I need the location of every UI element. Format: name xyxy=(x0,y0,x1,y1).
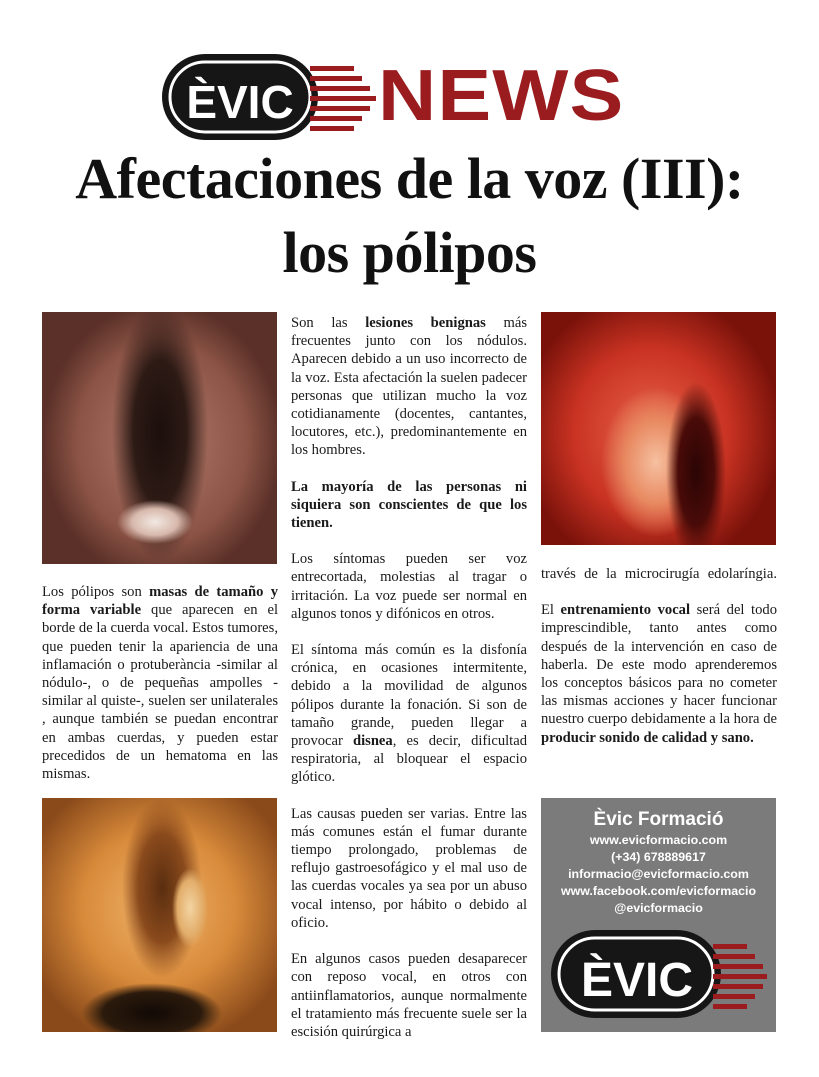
paragraph: Los pólipos son masas de tamaño y forma variable que aparecen en el borde de la cuerda vocal. Estos tumores, que pueden tenir la apariencia de una inflamación o protuberància -similar al nódulo-, o de pequeñas ampolles -similar al quiste-, suelen ser unilaterales , aunque también se puedan encontrar en ambas cuerdas, y pueden estar precedidos de un hematoma en las mismas. xyxy=(42,584,279,783)
paragraph: Los síntomas pueden ser voz entrecortada, molestias al tragar o irritación. La voz puede ser normal en algunos tonos y difónicos en otros. xyxy=(291,551,527,622)
larynx-photo-1 xyxy=(42,312,277,564)
middle-column xyxy=(291,314,527,1059)
contact-website[interactable]: www.evicformacio.com xyxy=(589,833,728,847)
larynx-photo-3 xyxy=(541,312,776,545)
page-title xyxy=(0,142,819,290)
contact-facebook[interactable]: www.facebook.com/evicformacio xyxy=(560,884,757,898)
paragraph: través de la microcirugía edolaríngia. xyxy=(541,566,777,582)
paragraph: El entrenamiento vocal será del todo imprescindible, tanto antes como después de la intervención en caso de haberla. De este modo aprenderemos los conceptos básicos para no cometer las mismas acciones y hacer funcionar nuestro cuerpo debidamente a la hora de producir sonido de calidad y sano. xyxy=(541,602,777,746)
paragraph: Son las lesiones benignas más frecuentes junto con los nódulos. Aparecen debido a un uso incorrecto de la voz. Esta afectación la suelen padecer personas que utilizan mucho la voz cotidianamente (docentes, cantantes, locutores, etc.), predominantemente en los hombres. xyxy=(291,315,527,459)
logo-text: ÈVIC xyxy=(580,954,694,1007)
contact-card xyxy=(541,798,776,1032)
contact-title: Èvic Formació xyxy=(593,809,724,830)
highlight-paragraph: La mayoría de las personas ni siquiera son conscientes de que los tienen. xyxy=(291,478,527,532)
title-line-1: Afectaciones de la voz (III): xyxy=(75,146,744,211)
logo-text: ÈVIC xyxy=(186,76,294,128)
contact-handle: @evicformacio xyxy=(614,901,703,915)
logo-speed-lines xyxy=(310,66,376,131)
paragraph: En algunos casos pueden desaparecer con reposo vocal, en otros con antiinflamatorios, aunque normalmente el tratamiento más frecuente suele ser la escisión quirúrgica a xyxy=(291,951,527,1040)
contact-phone: (+34) 678889617 xyxy=(611,850,706,864)
evic-logo-small xyxy=(549,926,771,1022)
paragraph: Las causas pueden ser varias. Entre las más comunes están el fumar durante tiempo prolongado, problemas de reflujo gastroesofágico y el mal uso de las cuerdas vocales ya sea por un abuso vocal intenso, por hábito o debido al oficio. xyxy=(291,805,527,931)
news-label: NEWS xyxy=(378,56,625,136)
larynx-photo-2 xyxy=(42,798,277,1032)
evic-logo xyxy=(160,52,380,142)
right-column xyxy=(541,565,777,765)
title-line-2: los pólipos xyxy=(282,220,537,285)
paragraph: El síntoma más común es la disfonía crónica, en ocasiones intermitente, debido a la movilidad de algunos pólipos durante la fonación. Si son de tamaño grande, pueden llegar a provocar disnea, es decir, dificultad respiratoria, al bloquear el espacio glótico. xyxy=(291,642,527,786)
left-column xyxy=(42,583,278,801)
contact-email[interactable]: informacio@evicformacio.com xyxy=(568,867,749,881)
